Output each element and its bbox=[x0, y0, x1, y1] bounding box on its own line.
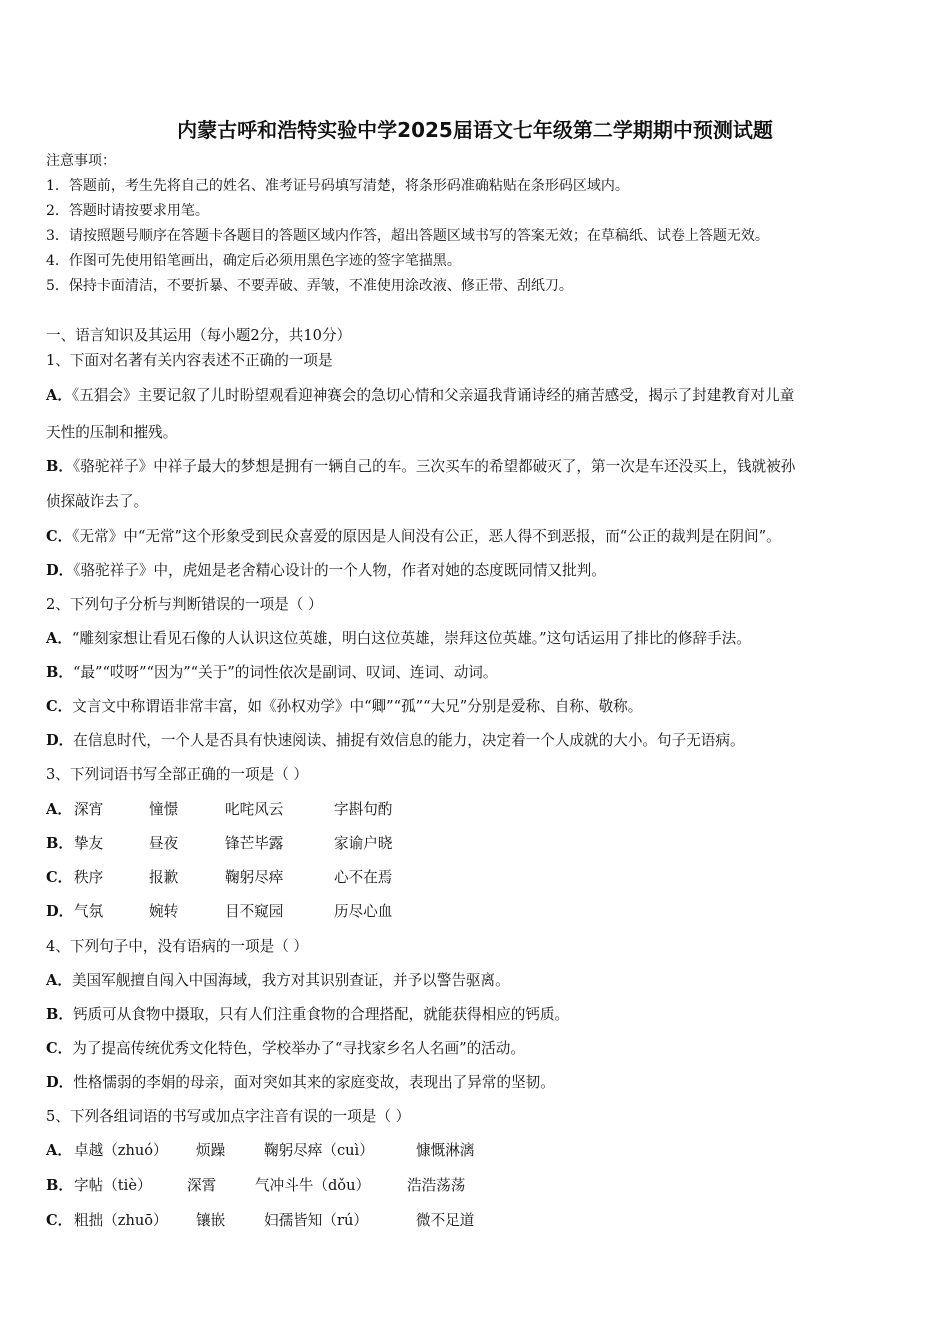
option-text: 《无常》中“无常”这个形象受到民众喜爱的原因是人间没有公正，恶人得不到恶报，而“公正的裁判是在阴间”。 bbox=[72, 528, 781, 545]
option-word: 秩序 bbox=[74, 869, 104, 886]
question-1-option-a-cont: 天性的压制和摧残。 bbox=[46, 424, 178, 441]
notice-item: 1．答题前，考生先将自己的姓名、准考证号码填写清楚，将条形码准确粘贴在条形码区域内。 bbox=[46, 178, 629, 194]
option-word: 憧憬 bbox=[149, 801, 179, 818]
option-word: 目不窥园 bbox=[225, 903, 284, 920]
question-4-option-a bbox=[46, 971, 510, 991]
question-2-option-b bbox=[46, 663, 497, 683]
option-word: 镶嵌 bbox=[196, 1212, 226, 1229]
option-label: A． bbox=[46, 1142, 72, 1159]
option-word: 妇孺皆知（rú） bbox=[264, 1212, 368, 1229]
option-text: “雕刻家想让看见石像的人认识这位英雄，明白这位英雄，崇拜这位英雄。”这句话运用了排比的修辞手法。 bbox=[71, 630, 751, 647]
option-label: B． bbox=[46, 458, 73, 475]
option-word: 字帖（tiè） bbox=[74, 1177, 152, 1194]
option-word: 微不足道 bbox=[416, 1212, 475, 1229]
option-word: 婉转 bbox=[149, 903, 179, 920]
question-1-option-d bbox=[46, 561, 606, 581]
question-5-stem: 5、下列各组词语的书写或加点字注音有误的一项是（ ） bbox=[46, 1108, 411, 1125]
option-text: 文言文中称谓语非常丰富，如《孙权劝学》中“卿”“孤”“大兄”分别是爱称、自称、敬称。 bbox=[72, 698, 643, 715]
option-text: 《骆驼祥子》中，虎妞是老舍精心设计的一个人物，作者对她的态度既同情又批判。 bbox=[73, 562, 606, 579]
option-word: 烦躁 bbox=[196, 1142, 226, 1159]
option-word: 挚友 bbox=[74, 835, 104, 852]
option-label: A． bbox=[46, 630, 72, 647]
option-word: 浩浩荡荡 bbox=[407, 1177, 466, 1194]
option-label: B． bbox=[46, 1177, 73, 1194]
option-label: C． bbox=[46, 869, 73, 886]
option-label: D． bbox=[46, 903, 74, 920]
question-5-option-a bbox=[46, 1141, 474, 1161]
option-text: “最”“哎呀”“因为”“关于”的词性依次是副词、叹词、连词、动词。 bbox=[72, 664, 498, 681]
option-word: 叱咤风云 bbox=[225, 801, 284, 818]
option-word: 鞠躬尽瘁 bbox=[225, 869, 284, 886]
option-text: 钙质可从食物中摄取，只有人们注重食物的合理搭配，就能获得相应的钙质。 bbox=[72, 1006, 570, 1023]
option-label: D． bbox=[46, 732, 74, 749]
notice-item: 3．请按照题号顺序在答题卡各题目的答题区域内作答，超出答题区域书写的答案无效；在草稿纸、试卷上答题无效。 bbox=[46, 228, 769, 244]
option-label: D． bbox=[46, 562, 74, 579]
question-2-option-d bbox=[46, 731, 745, 751]
option-label: C． bbox=[46, 1040, 73, 1057]
option-word: 家谕户晓 bbox=[334, 835, 393, 852]
option-text: 性格懦弱的李娟的母亲，面对突如其来的家庭变故，表现出了异常的坚韧。 bbox=[73, 1074, 555, 1091]
option-word: 报歉 bbox=[149, 869, 179, 886]
option-word: 深宵 bbox=[74, 801, 104, 818]
option-label: B． bbox=[46, 835, 73, 852]
option-word: 心不在焉 bbox=[334, 869, 393, 886]
question-3-option-c bbox=[46, 868, 392, 888]
question-4-option-d bbox=[46, 1073, 555, 1093]
option-word: 粗拙（zhuō） bbox=[74, 1212, 168, 1229]
question-2-option-c bbox=[46, 697, 642, 717]
question-1-option-b bbox=[46, 457, 795, 477]
notice-item: 2．答题时请按要求用笔。 bbox=[46, 203, 209, 219]
option-word: 慷慨淋漓 bbox=[416, 1142, 475, 1159]
option-word: 气冲斗牛（dǒu） bbox=[255, 1177, 371, 1194]
option-word: 深霄 bbox=[187, 1177, 217, 1194]
notice-item: 4．作图可先使用铅笔画出，确定后必须用黑色字迹的签字笔描黑。 bbox=[46, 253, 461, 269]
question-3-stem: 3、下列词语书写全部正确的一项是（ ） bbox=[46, 766, 309, 783]
section-heading: 一、语言知识及其运用（每小题2分，共10分） bbox=[46, 327, 352, 344]
question-3-option-a bbox=[46, 800, 392, 820]
option-text: 《骆驼祥子》中祥子最大的梦想是拥有一辆自己的车。三次买车的希望都破灭了，第一次是车还没买上，钱就被孙 bbox=[72, 458, 796, 475]
question-2-stem: 2、下列句子分析与判断错误的一项是（ ） bbox=[46, 596, 323, 613]
question-3-option-b bbox=[46, 834, 392, 854]
option-word: 鞠躬尽瘁（cuì） bbox=[264, 1142, 374, 1159]
option-label: B． bbox=[46, 664, 73, 681]
option-label: A． bbox=[46, 972, 72, 989]
notice-item: 5．保持卡面清洁，不要折暴、不要弄破、弄皱，不准使用涂改液、修正带、刮纸刀。 bbox=[46, 278, 573, 294]
option-label: C． bbox=[46, 528, 73, 545]
option-text: 在信息时代，一个人是否具有快速阅读、捕捉有效信息的能力，决定着一个人成就的大小。句子无语病。 bbox=[73, 732, 745, 749]
option-word: 卓越（zhuó） bbox=[74, 1142, 168, 1159]
option-word: 昼夜 bbox=[149, 835, 179, 852]
option-word: 锋芒毕露 bbox=[225, 835, 284, 852]
question-3-option-d bbox=[46, 902, 392, 922]
question-5-option-b bbox=[46, 1176, 465, 1196]
option-text: 美国军舰擅自闯入中国海域，我方对其识别查证，并予以警告驱离。 bbox=[71, 972, 510, 989]
question-2-option-a bbox=[46, 629, 751, 649]
option-label: C． bbox=[46, 1212, 73, 1229]
question-1-stem: 1、下面对名著有关内容表述不正确的一项是 bbox=[46, 352, 333, 369]
notice-heading: 注意事项： bbox=[46, 153, 116, 169]
question-4-option-c bbox=[46, 1039, 525, 1059]
question-4-stem: 4、下列句子中，没有语病的一项是（ ） bbox=[46, 938, 309, 955]
option-label: C． bbox=[46, 698, 73, 715]
question-4-option-b bbox=[46, 1005, 569, 1025]
option-label: D． bbox=[46, 1074, 74, 1091]
option-word: 气氛 bbox=[74, 903, 104, 920]
option-text: 为了提高传统优秀文化特色，学校举办了“寻找家乡名人名画”的活动。 bbox=[72, 1040, 525, 1057]
option-word: 字斟句酌 bbox=[334, 801, 393, 818]
option-label: B． bbox=[46, 1006, 73, 1023]
question-5-option-c bbox=[46, 1211, 474, 1231]
question-1-option-b-cont: 侦探敲诈去了。 bbox=[46, 493, 149, 510]
question-1-option-c bbox=[46, 527, 781, 547]
option-label: A． bbox=[46, 801, 72, 818]
page-title: 内蒙古呼和浩特实验中学2025届语文七年级第二学期期中预测试题 bbox=[177, 118, 773, 142]
option-word: 历尽心血 bbox=[334, 903, 393, 920]
option-text: 《五猖会》主要记叙了儿时盼望观看迎神赛会的急切心情和父亲逼我背诵诗经的痛苦感受，揭示了封建教育对儿童 bbox=[71, 387, 795, 404]
question-1-option-a bbox=[46, 386, 794, 406]
option-label: A． bbox=[46, 387, 72, 404]
